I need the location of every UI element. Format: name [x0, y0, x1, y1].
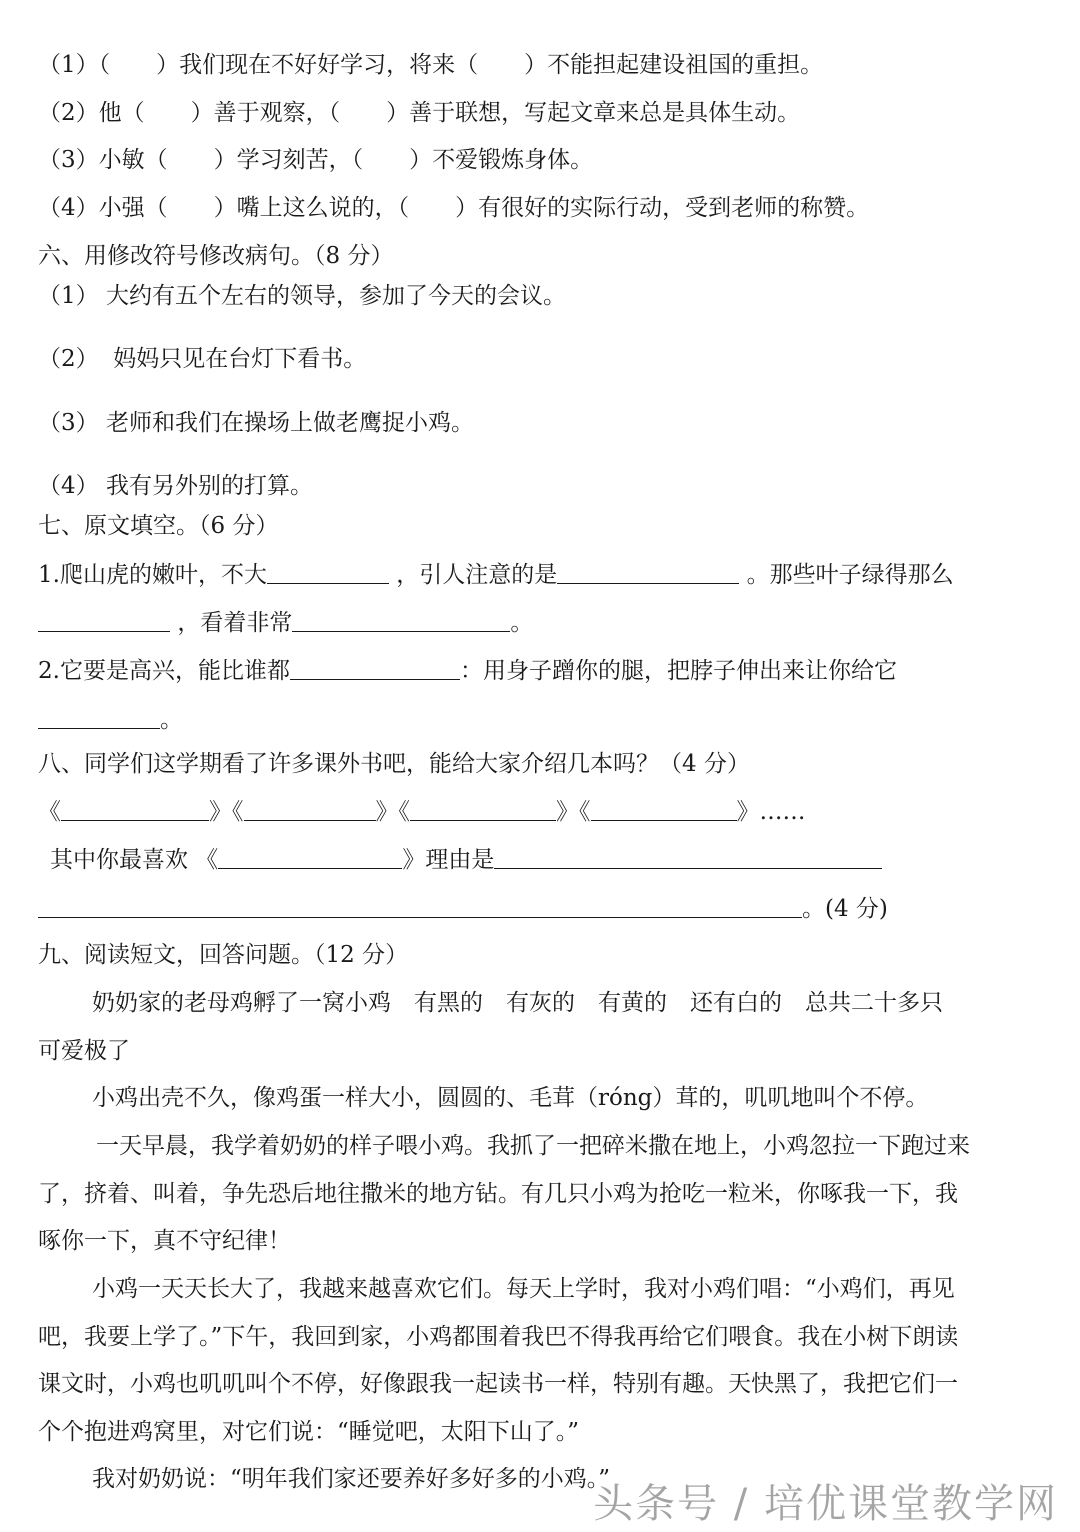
q7-l3a: 2.它要是高兴，能比谁都: [38, 658, 290, 684]
q7-line4: [38, 708, 183, 732]
para1-line1: 奶奶家的老母鸡孵了一窝小鸡 有黑的 有灰的 有黄的 还有白的 总共二十多只: [92, 990, 943, 1016]
blank-2[interactable]: [557, 563, 739, 584]
reason-score: 。(4 分): [802, 896, 888, 922]
book-list-line: [38, 800, 806, 824]
section9-heading: 九、阅读短文，回答问题。（12 分）: [38, 942, 409, 968]
q6-2: （2） 妈妈只见在台灯下看书。: [38, 346, 367, 372]
q7-l1a: 1.爬山虎的嫩叶，不大: [38, 562, 267, 588]
para4-line3: 课文时，小鸡也叽叽叫个不停，好像跟我一起读书一样，特别有趣。天快黑了，我把它们一: [38, 1371, 958, 1397]
q5-2: （2）他（ ）善于观察，（ ）善于联想，写起文章来总是具体生动。: [38, 100, 801, 126]
q7-l3b: ：用身子蹭你的腿，把脖子伸出来让你给它: [459, 658, 897, 684]
para3-line3: 啄你一下，真不守纪律！: [38, 1228, 291, 1254]
para4-line4: 个个抱进鸡窝里，对它们说：“睡觉吧，太阳下山了。”: [38, 1419, 580, 1445]
section6-heading: 六、用修改符号修改病句。（8 分）: [38, 243, 394, 269]
q7-l2b: 。: [510, 610, 534, 636]
bracket-mid-2: 》《: [375, 799, 410, 825]
blank-6[interactable]: [38, 708, 160, 729]
para5: 我对奶奶说：“明年我们家还要养好多好多的小鸡。”: [92, 1466, 611, 1492]
q6-3: （3） 老师和我们在操场上做老鹰捉小鸡。: [38, 410, 474, 436]
reason-blank-2[interactable]: [38, 897, 802, 918]
bracket-close: 》: [736, 799, 760, 825]
q5-4: （4）小强（ ）嘴上这么说的，（ ）有很好的实际行动，受到老师的称赞。: [38, 195, 870, 221]
book-blank-1[interactable]: [61, 800, 209, 821]
q7-l4a: 。: [160, 707, 183, 733]
para3-line2: 了，挤着、叫着，争先恐后地往撒米的地方钻。有几只小鸡为抢吃一粒米，你啄我一下，我: [38, 1181, 958, 1207]
section8-heading: 八、同学们这学期看了许多课外书吧，能给大家介绍几本吗？（4 分）: [38, 751, 750, 777]
q7-line1: [38, 563, 954, 587]
para3-line1: 一天早晨，我学着奶奶的样子喂小鸡。我抓了一把碎米撒在地上，小鸡忽拉一下跑过来: [96, 1133, 970, 1159]
q5-1: （1）（ ）我们现在不好好学习，将来（ ）不能担起建设祖国的重担。: [38, 52, 824, 78]
reason-line: [38, 897, 888, 921]
favorite-line: [50, 848, 882, 872]
book-blank-4[interactable]: [591, 800, 737, 821]
bracket-mid-1: 》《: [209, 799, 244, 825]
book-blank-2[interactable]: [244, 800, 376, 821]
q6-4: （4） 我有另外别的打算。: [38, 473, 313, 499]
q7-l2a: ，看着非常: [177, 610, 293, 636]
q7-line3: [38, 659, 897, 683]
para4-line2: 吧，我要上学了。”下午，我回到家，小鸡都围着我巴不得我再给它们喂食。我在小树下朗读: [38, 1324, 959, 1350]
bracket-open: 《: [38, 799, 61, 825]
para4-line1: 小鸡一天天长大了，我越来越喜欢它们。每天上学时，我对小鸡们唱：“小鸡们，再见: [92, 1276, 955, 1302]
bracket-mid-3: 》《: [556, 799, 591, 825]
fav-book-blank[interactable]: [218, 848, 402, 869]
reason-blank-1[interactable]: [494, 848, 882, 869]
para1-line2: 可爱极了: [38, 1038, 130, 1064]
q7-l1c: 。那些叶子绿得那么: [746, 562, 954, 588]
q7-line2: [38, 611, 533, 635]
book-blank-3[interactable]: [410, 800, 556, 821]
para2: 小鸡出壳不久，像鸡蛋一样大小，圆圆的、毛茸（róng）茸的，叽叽地叫个不停。: [92, 1085, 929, 1111]
ellipsis: ……: [759, 799, 806, 825]
section7-heading: 七、原文填空。（6 分）: [38, 513, 279, 539]
blank-5[interactable]: [290, 659, 460, 680]
blank-3[interactable]: [38, 611, 170, 632]
blank-1[interactable]: [267, 563, 389, 584]
q5-3: （3）小敏（ ）学习刻苦，（ ）不爱锻炼身体。: [38, 147, 594, 173]
blank-4[interactable]: [292, 611, 510, 632]
fav-reason-label: 》理由是: [402, 847, 495, 873]
q6-1: （1） 大约有五个左右的领导，参加了今天的会议。: [38, 283, 566, 309]
watermark: 头条号 / 培优课堂教学网: [593, 1481, 1058, 1527]
q7-l1b: ，引人注意的是: [396, 562, 558, 588]
fav-label: 其中你最喜欢 《: [50, 847, 219, 873]
